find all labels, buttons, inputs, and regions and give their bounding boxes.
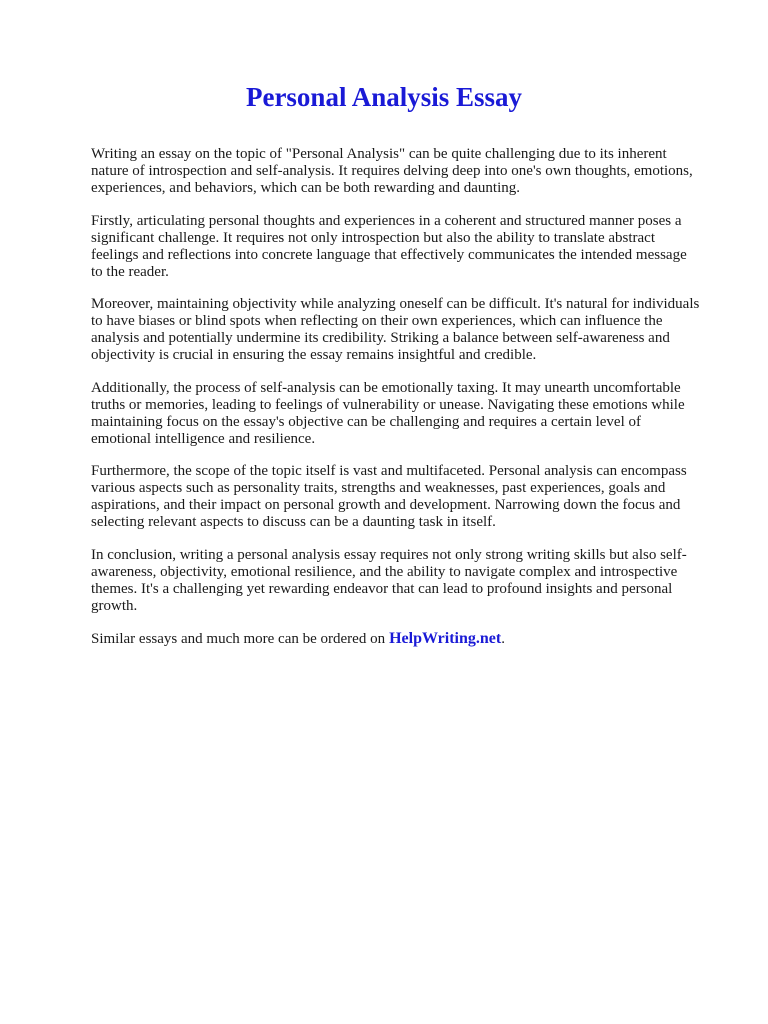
paragraph-line: Firstly, articulating personal thoughts and experiences in a coherent and structured manner poses a: [91, 212, 682, 229]
paragraph-line: feelings and reflections into concrete language that effectively communicates the intended message: [91, 246, 687, 263]
paragraph-2: [91, 213, 731, 281]
paragraph-line: Additionally, the process of self-analysis can be emotionally taxing. It may unearth uncomfortable: [91, 379, 681, 396]
paragraph-line: emotional intelligence and resilience.: [91, 430, 316, 447]
footer-suffix: .: [501, 631, 505, 647]
paragraph-3: [91, 296, 731, 364]
paragraph-line: significant challenge. It requires not only introspection but also the ability to translate abstract: [91, 229, 656, 246]
paragraph-6: [91, 547, 731, 615]
paragraph-line: various aspects such as personality traits, strengths and weaknesses, past experiences, goals and: [91, 480, 666, 496]
paragraph-line: truths or memories, leading to feelings of vulnerability or unease. Navigating these emotions while: [91, 396, 685, 413]
paragraph-line: awareness, objectivity, emotional resilience, and the ability to navigate complex and introspective: [91, 563, 678, 580]
footer-text: Similar essays and much more can be ordered on: [91, 631, 386, 647]
paragraph-line: objectivity is crucial in ensuring the essay remains insightful and credible.: [91, 347, 537, 363]
essay-body: [91, 146, 731, 648]
paragraph-4: [91, 380, 731, 448]
page-title: Personal Analysis Essay: [245, 82, 523, 112]
paragraph-line: analysis and potentially undermine its credibility. Striking a balance between self-awareness and: [91, 330, 670, 346]
paragraph-line: Moreover, maintaining objectivity while analyzing oneself can be difficult. It's natural for individuals: [91, 296, 700, 312]
paragraph-5: [91, 463, 731, 531]
paragraph-line: growth.: [91, 597, 138, 614]
paragraph-line: aspirations, and their impact on personal growth and development. Narrowing down the focus and: [91, 497, 681, 513]
paragraph-line: Writing an essay on the topic of "Personal Analysis" can be quite challenging due to its inherent: [91, 146, 667, 162]
footer-note: [91, 630, 731, 648]
helpwriting-link[interactable]: HelpWriting.net: [389, 630, 502, 647]
paragraph-line: In conclusion, writing a personal analysis essay requires not only strong writing skills but also self-: [91, 546, 687, 563]
paragraph-line: selecting relevant aspects to discuss can be a daunting task in itself.: [91, 514, 496, 530]
paragraph-line: to have biases or blind spots when reflecting on their own experiences, which can influence the: [91, 313, 663, 329]
paragraph-line: Furthermore, the scope of the topic itself is vast and multifaceted. Personal analysis can encompass: [91, 463, 687, 479]
paragraph-line: experiences, and behaviors, which can be both rewarding and daunting.: [91, 180, 521, 196]
paragraph-line: nature of introspection and self-analysis. It requires delving deep into one's own thoughts, emotions,: [91, 163, 693, 179]
paragraph-line: themes. It's a challenging yet rewarding endeavor that can lead to profound insights and personal: [91, 580, 673, 597]
paragraph-1: [91, 146, 731, 197]
paragraph-line: to the reader.: [91, 263, 169, 280]
paragraph-line: maintaining focus on the essay's objective can be challenging and requires a certain level of: [91, 413, 641, 430]
